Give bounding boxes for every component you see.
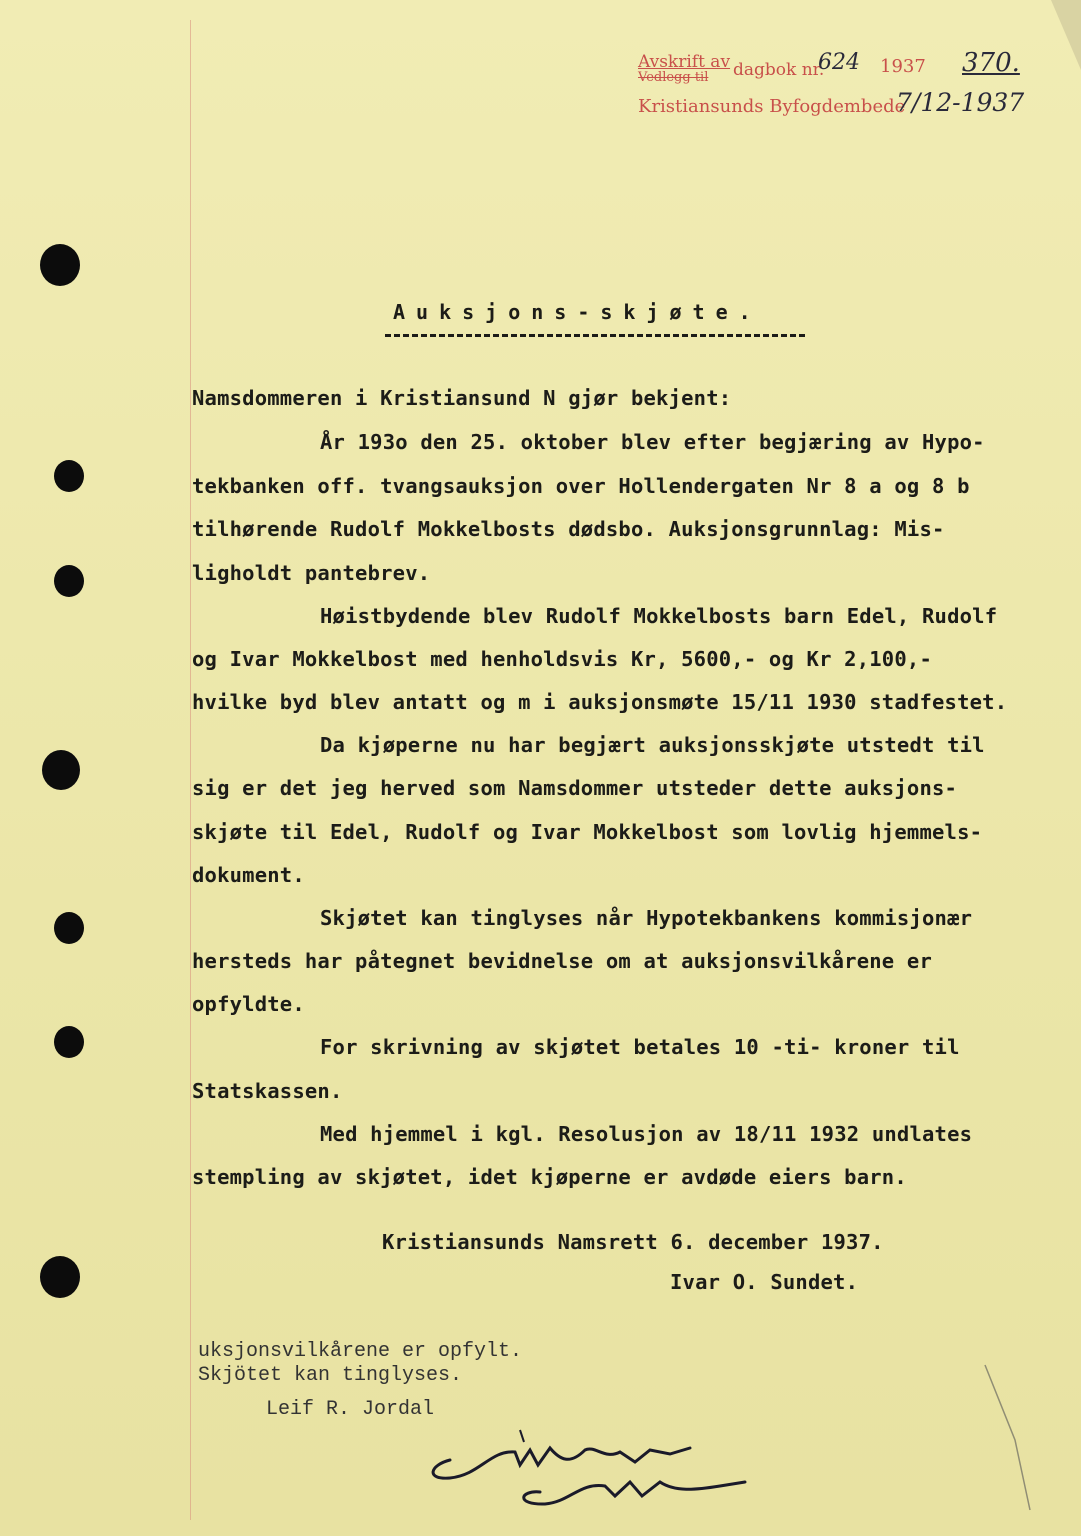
body-line: Høistbydende blev Rudolf Mokkelbosts barn Edel, Rudolf — [320, 604, 998, 628]
endorsement-line-1: uksjonsvilkårene er opfylt. — [198, 1340, 523, 1363]
body-line: ligholdt pantebrev. — [192, 561, 431, 585]
punch-hole — [54, 912, 84, 944]
body-line: skjøte til Edel, Rudolf og Ivar Mokkelbost som lovlig hjemmels- — [192, 820, 983, 844]
body-line: og Ivar Mokkelbost med henholdsvis Kr, 5600,- og Kr 2,100,- — [192, 647, 932, 671]
folded-corner — [1051, 0, 1081, 70]
pencil-mark — [980, 1360, 1040, 1520]
place-date: Kristiansunds Namsrett 6. december 1937. — [382, 1230, 884, 1254]
body-line: Da kjøperne nu har begjært auksjonsskjøte utstedt til — [320, 733, 985, 757]
punch-hole — [54, 565, 84, 597]
body-line: For skrivning av skjøtet betales 10 -ti- kroner til — [320, 1035, 960, 1059]
body-line: dokument. — [192, 863, 305, 887]
body-line: hvilke byd blev antatt og m i auksjonsmøte 15/11 1930 stadfestet. — [192, 690, 1008, 714]
punch-hole — [40, 1256, 80, 1298]
body-line: tekbanken off. tvangsauksjon over Hollendergaten Nr 8 a og 8 b — [192, 474, 970, 498]
judge-signature: Ivar O. Sundet. — [670, 1270, 859, 1294]
handwritten-signature — [420, 1420, 760, 1520]
stamp-date: 7/12-1937 — [896, 88, 1025, 117]
title-underline — [385, 334, 805, 337]
body-line: tilhørende Rudolf Mokkelbosts dødsbo. Auksjonsgrunnlag: Mis- — [192, 517, 945, 541]
punch-hole — [54, 460, 84, 492]
folio-number: 370. — [962, 48, 1020, 78]
dagbok-number: 624 — [818, 50, 860, 75]
punch-hole — [42, 750, 80, 790]
endorsement-line-2: Skjötet kan tinglyses. — [198, 1364, 463, 1387]
stamp-vedlegg-struck: Vedlegg til — [638, 70, 709, 85]
body-line: hersteds har påtegnet bevidnelse om at auksjonsvilkårene er — [192, 949, 932, 973]
document-title: Auksjons-skjøte. — [393, 300, 762, 324]
margin-rule — [190, 20, 191, 1520]
body-line: Statskassen. — [192, 1079, 343, 1103]
stamp-year: 1937 — [880, 56, 926, 77]
stamp-avskrift: Avskrift av — [638, 52, 731, 72]
body-line: Skjøtet kan tinglyses når Hypotekbankens kommisjonær — [320, 906, 973, 930]
stamp-office: Kristiansunds Byfogdembede — [638, 96, 906, 117]
body-line: Namsdommeren i Kristiansund N gjør bekjent: — [192, 386, 732, 410]
body-line: sig er det jeg herved som Namsdommer utsteder dette auksjons- — [192, 776, 958, 800]
punch-hole — [54, 1026, 84, 1058]
punch-hole — [40, 244, 80, 286]
body-line: Med hjemmel i kgl. Resolusjon av 18/11 1932 undlates — [320, 1122, 973, 1146]
body-line: stempling av skjøtet, idet kjøperne er avdøde eiers barn. — [192, 1165, 907, 1189]
body-line: År 193o den 25. oktober blev efter begjæring av Hypo- — [320, 430, 985, 454]
body-line: opfyldte. — [192, 992, 305, 1016]
stamp-dagbok: dagbok nr. — [733, 60, 825, 80]
endorsement-signer: Leif R. Jordal — [266, 1398, 435, 1421]
